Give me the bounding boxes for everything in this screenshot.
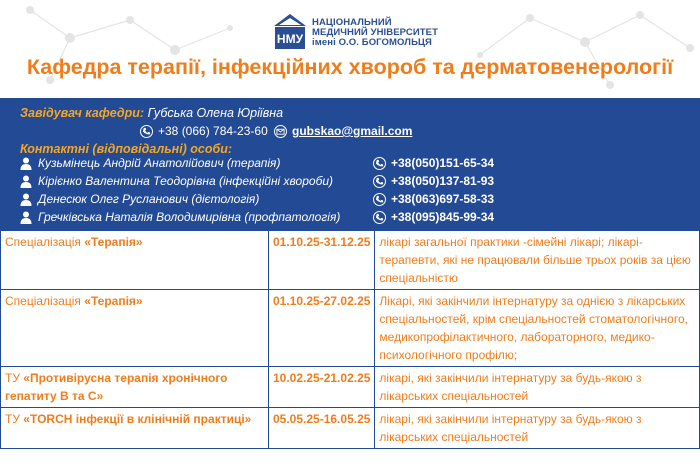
phone-icon xyxy=(140,125,153,138)
phone-icon xyxy=(373,211,386,224)
table-row xyxy=(1,408,700,449)
university-emblem-icon xyxy=(272,12,308,52)
contact-person xyxy=(20,192,259,206)
contact-phone[interactable] xyxy=(373,192,494,206)
head-email[interactable] xyxy=(274,124,412,138)
course-dates: 10.02.25-21.02.25 xyxy=(269,367,375,408)
logo-line-3: імені О.О. БОГОМОЛЬЦЯ xyxy=(312,37,432,48)
contact-person-name: Кірієнко Валентина Теодорівна (інфекційні хвороби) xyxy=(38,174,333,188)
department-head xyxy=(20,106,283,120)
contact-person xyxy=(20,174,333,188)
contacts-label: Контактні (відповідальні) особи: xyxy=(20,142,233,156)
course-title: Спеціалізація «Терапія» xyxy=(1,231,269,290)
course-audience: лікарі загальної практики -сімейні лікарі; лікарі-терапевти, які не працювали більше трьох років за цією спеціальністю xyxy=(375,231,700,290)
table-row xyxy=(1,290,700,367)
logo-line-1: НАЦІОНАЛЬНИЙ xyxy=(312,17,392,28)
course-audience: лікарі, які закінчили інтернатуру за будь-якою з лікарських спеціальностей xyxy=(375,408,700,449)
contact-phone-number: +38(050)137-81-93 xyxy=(391,174,495,188)
head-name: Губська Олена Юріївна xyxy=(147,106,284,120)
contact-phone-number: +38(063)697-58-33 xyxy=(391,192,495,206)
phone-icon xyxy=(373,193,386,206)
user-icon xyxy=(20,211,32,224)
course-title: Спеціалізація «Терапія» xyxy=(1,290,269,367)
course-title: ТУ «Противірусна терапія хронічного гепатиту В та С» xyxy=(1,367,269,408)
course-dates: 01.10.25-31.12.25 xyxy=(269,231,375,290)
course-dates: 01.10.25-27.02.25 xyxy=(269,290,375,367)
page-title: Кафедра терапії, інфекційних хвороб та дерматовенерології xyxy=(26,55,674,79)
course-dates: 05.05.25-16.05.25 xyxy=(269,408,375,449)
contact-person xyxy=(20,156,280,170)
contact-person-name: Кузьмінець Андрій Анатолійович (терапія) xyxy=(38,156,281,170)
contact-phone[interactable] xyxy=(373,156,494,170)
head-email-link[interactable]: gubskao@gmail.com xyxy=(292,124,413,138)
contact-panel xyxy=(0,98,700,230)
user-icon xyxy=(20,193,32,206)
course-audience: Лікарі, які закінчили інтернатуру за однією з лікарських спеціальностей, крім спеціальностей стоматологічного, медикопрофілактичного, лабораторного, медико-психологічного профілю; xyxy=(375,290,700,367)
contact-phone-number: +38(095)845-99-34 xyxy=(391,210,495,224)
contact-person-name: Денесюк Олег Русланович (дієтологія) xyxy=(38,192,260,206)
email-icon xyxy=(274,125,287,138)
contact-phone-number: +38(050)151-65-34 xyxy=(391,156,495,170)
phone-icon xyxy=(373,157,386,170)
head-phone[interactable] xyxy=(140,124,268,138)
course-table xyxy=(0,230,700,449)
contact-phone[interactable] xyxy=(373,210,494,224)
logo-line-2: МЕДИЧНИЙ УНІВЕРСИТЕТ xyxy=(312,27,439,38)
head-phone-number: +38 (066) 784-23-60 xyxy=(158,124,268,138)
logo-mark-text: НМУ xyxy=(276,32,304,46)
university-logo xyxy=(272,12,439,52)
course-audience: лікарі, які закінчили інтернатуру за будь-якою з лікарських спеціальностей xyxy=(375,367,700,408)
user-icon xyxy=(20,175,32,188)
contact-person xyxy=(20,210,340,224)
phone-icon xyxy=(373,175,386,188)
contact-phone[interactable] xyxy=(373,174,494,188)
user-icon xyxy=(20,157,32,170)
table-row xyxy=(1,367,700,408)
contact-person-name: Гречківська Наталія Володимирівна (профпатологія) xyxy=(38,210,341,224)
head-label: Завідувач кафедри: xyxy=(20,106,145,120)
table-row xyxy=(1,231,700,290)
course-title: ТУ «TORCH інфекції в клінічній практиці» xyxy=(1,408,269,449)
